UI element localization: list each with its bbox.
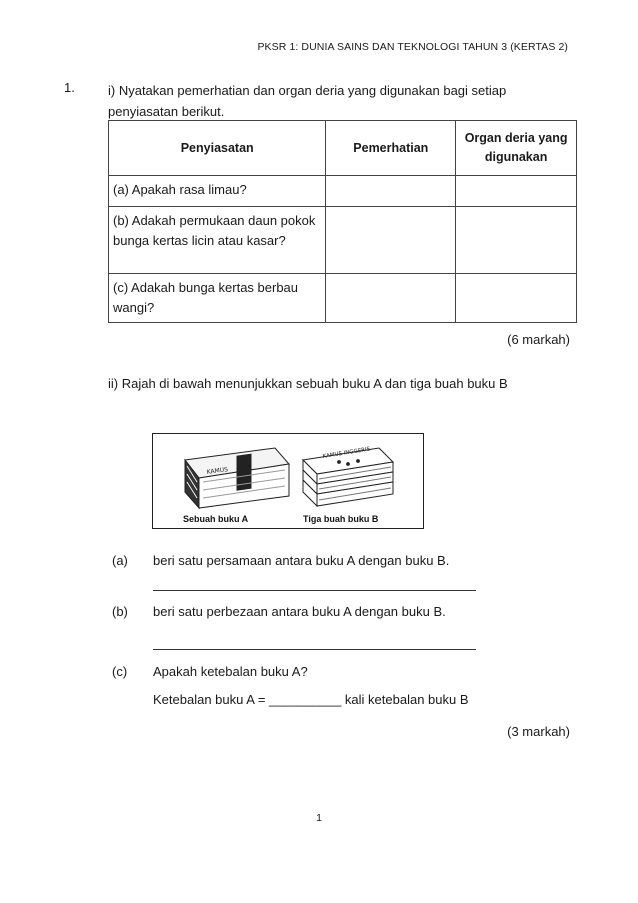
header-pemerhatian: Pemerhatian [326,121,456,176]
investigation-a: (a) Apakah rasa limau? [109,176,326,207]
table-header-row [109,121,577,176]
table-row [109,176,577,207]
page-header: PKSR 1: DUNIA SAINS DAN TEKNOLOGI TAHUN 3 (KERTAS 2) [257,41,568,53]
book-a-drawing [185,448,289,508]
header-organ-deria: Organ deria yang digunakan [456,121,577,176]
question-part-i-text: i) Nyatakan pemerhatian dan organ deria yang digunakan bagi setiap penyiasatan berikut. [108,83,507,119]
caption-book-a: Sebuah buku A [183,514,249,524]
table-row [109,274,577,323]
book-b-top-text: KAMUS INGGERIS [322,446,371,460]
answer-line-b[interactable] [153,648,476,650]
header-penyiasatan: Penyiasatan [109,121,326,176]
sense-organ-answer-cell[interactable] [456,207,577,274]
sub-question-c-text: Apakah ketebalan buku A? [153,664,308,679]
investigation-b: (b) Adakah permukaan daun pokok bunga kertas licin atau kasar? [109,207,326,274]
sub-question-b-label: (b) [112,604,128,619]
answer-c-sentence[interactable]: Ketebalan buku A = __________ kali ketebalan buku B [153,692,469,707]
answer-line-a[interactable] [153,589,476,591]
sub-question-a-text: beri satu persamaan antara buku A dengan buku B. [153,553,450,568]
books-figure [152,433,424,529]
marks-part-i: (6 markah) [507,332,570,347]
page-number: 1 [316,812,322,824]
book-b-drawing [303,446,393,506]
sub-question-a-label: (a) [112,553,128,568]
caption-book-b: Tiga buah buku B [303,514,379,524]
sub-question-b-text: beri satu perbezaan antara buku A dengan buku B. [153,604,446,619]
investigation-c: (c) Adakah bunga kertas berbau wangi? [109,274,326,323]
sub-question-c-label: (c) [112,664,128,679]
observation-answer-cell[interactable] [326,207,456,274]
books-illustration [153,434,423,528]
question-number: 1. [64,80,75,95]
book-a-spine-text: KAMUS [206,466,229,476]
sense-organ-answer-cell[interactable] [456,274,577,323]
marks-part-ii: (3 markah) [507,724,570,739]
table-row [109,207,577,274]
sense-organ-answer-cell[interactable] [456,176,577,207]
observation-answer-cell[interactable] [326,274,456,323]
question-part-ii-text: ii) Rajah di bawah menunjukkan sebuah buku A dan tiga buah buku B [108,376,508,391]
observation-answer-cell[interactable] [326,176,456,207]
investigation-table [108,120,577,323]
